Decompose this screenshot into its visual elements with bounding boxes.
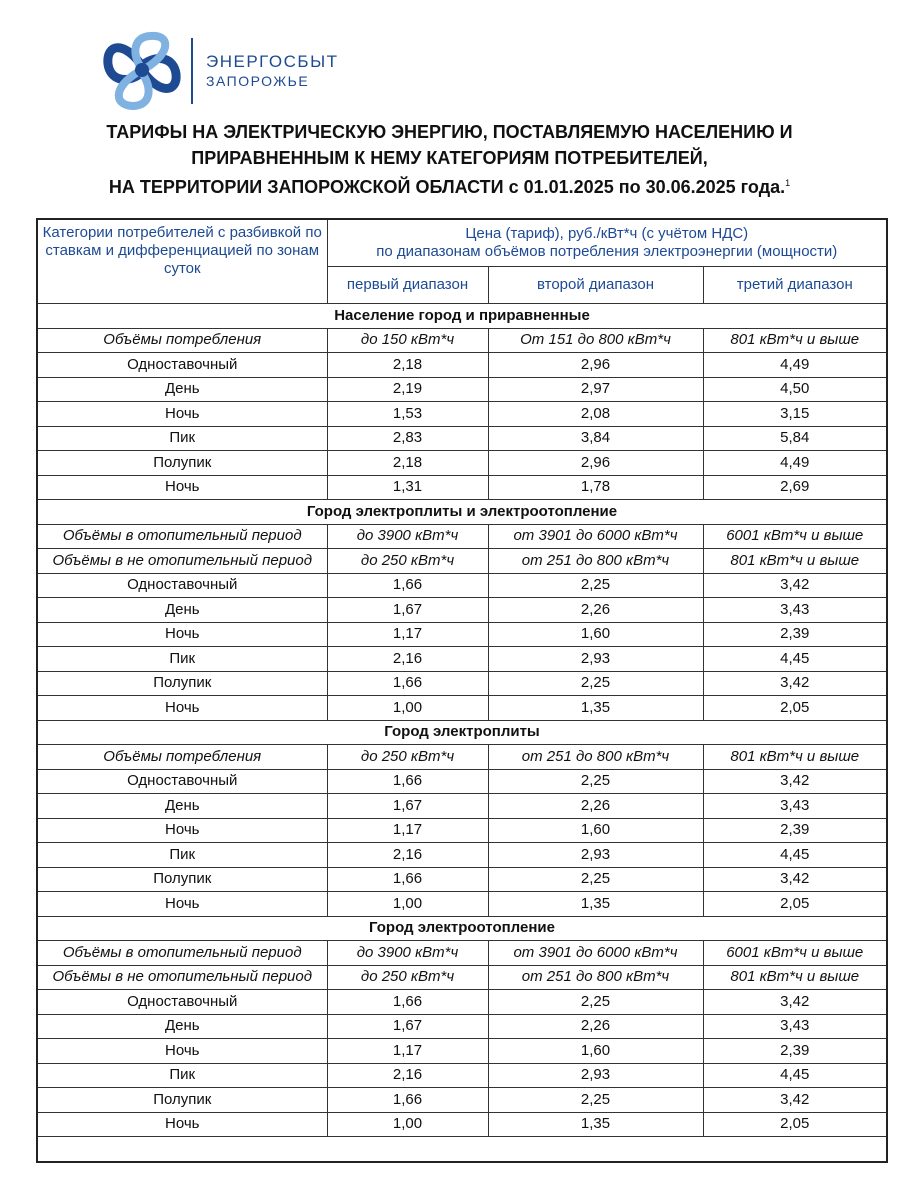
tariff-value-range-1: 1,00 [327,1112,488,1137]
volume-row [37,549,887,574]
tariff-value-range-3: 4,49 [703,353,887,378]
tariff-value-range-3: 2,69 [703,475,887,500]
tariff-value-range-3: 2,05 [703,696,887,721]
tariff-value-range-2: 2,96 [488,353,703,378]
rate-zone-label: Ночь [37,475,327,500]
tariff-value-range-3: 4,49 [703,451,887,476]
volume-row [37,524,887,549]
section-title: Город электроплиты и электроотопление [37,500,887,525]
tariff-value-range-2: 2,93 [488,843,703,868]
brand-logo [100,30,340,110]
rate-zone-label: Ночь [37,402,327,427]
header-price-line-2: по диапазонам объёмов потребления электроэнергии (мощности) [376,243,838,260]
rate-zone-label: Одноставочный [37,353,327,378]
tariff-value-range-2: 1,60 [488,622,703,647]
title-line-2: ПРИРАВНЕННЫМ К НЕМУ КАТЕГОРИЯМ ПОТРЕБИТЕЛЕЙ, [191,148,708,168]
tariff-value-range-2: 2,25 [488,573,703,598]
tariff-value-range-3: 3,42 [703,573,887,598]
tariff-value-range-1: 2,18 [327,451,488,476]
rate-zone-label: Полупик [37,671,327,696]
volume-range-1: до 250 кВт*ч [327,745,488,770]
tariff-value-range-2: 1,35 [488,892,703,917]
tariff-value-range-1: 1,00 [327,696,488,721]
tariff-value-range-2: 1,60 [488,818,703,843]
volume-range-2: от 3901 до 6000 кВт*ч [488,941,703,966]
tariff-row [37,647,887,672]
title-line-3 [0,177,902,198]
tariff-row [37,990,887,1015]
volume-range-1: до 3900 кВт*ч [327,524,488,549]
tariff-row [37,402,887,427]
volume-range-1: до 150 кВт*ч [327,328,488,353]
tariff-value-range-2: 1,60 [488,1039,703,1064]
rate-zone-label: Полупик [37,451,327,476]
tariff-value-range-1: 2,83 [327,426,488,451]
brand-region: ЗАПОРОЖЬЕ [206,73,310,89]
section-title-row [37,500,887,525]
tariff-value-range-1: 1,31 [327,475,488,500]
tariff-value-range-3: 4,45 [703,843,887,868]
energosbyt-logo-icon [100,30,184,112]
tariff-value-range-2: 2,08 [488,402,703,427]
rate-zone-label: Ночь [37,818,327,843]
volume-range-3: 801 кВт*ч и выше [703,549,887,574]
volume-range-2: от 251 до 800 кВт*ч [488,745,703,770]
tariff-row [37,426,887,451]
tariff-row [37,794,887,819]
section-title: Город электроотопление [37,916,887,941]
tariff-value-range-2: 3,84 [488,426,703,451]
tariff-value-range-3: 2,39 [703,1039,887,1064]
tariff-row [37,671,887,696]
tariff-value-range-3: 3,42 [703,867,887,892]
tariff-row [37,377,887,402]
tariff-value-range-2: 1,35 [488,1112,703,1137]
rate-zone-label: Пик [37,426,327,451]
tariff-value-range-2: 2,25 [488,990,703,1015]
rate-zone-label: Одноставочный [37,769,327,794]
header-row-1 [37,219,887,267]
tariff-value-range-1: 2,16 [327,647,488,672]
tariff-value-range-1: 1,17 [327,1039,488,1064]
tariff-value-range-1: 1,66 [327,671,488,696]
tariff-value-range-2: 2,25 [488,867,703,892]
tariff-value-range-1: 1,00 [327,892,488,917]
volume-range-1: до 250 кВт*ч [327,549,488,574]
tariff-row [37,696,887,721]
rate-zone-label: Полупик [37,867,327,892]
volume-range-3: 801 кВт*ч и выше [703,965,887,990]
volume-range-3: 801 кВт*ч и выше [703,745,887,770]
tariff-value-range-1: 1,53 [327,402,488,427]
tariff-table [36,218,888,1163]
rate-zone-label: День [37,1014,327,1039]
rate-zone-label: Пик [37,1063,327,1088]
volume-row [37,965,887,990]
tariff-value-range-1: 1,66 [327,990,488,1015]
blank-row [37,1137,887,1163]
title-line-3-text: НА ТЕРРИТОРИИ ЗАПОРОЖСКОЙ ОБЛАСТИ с 01.01.2025 по 30.06.2025 года. [108,177,786,197]
volume-label: Объёмы в не отопительный период [37,549,327,574]
tariff-row [37,1039,887,1064]
tariff-value-range-1: 2,16 [327,843,488,868]
tariff-value-range-3: 4,50 [703,377,887,402]
volume-row [37,941,887,966]
header-range-3: третий диапазон [703,267,887,304]
tariff-value-range-3: 2,39 [703,818,887,843]
section-title: Город электроплиты [37,720,887,745]
tariff-value-range-2: 2,25 [488,769,703,794]
rate-zone-label: Ночь [37,622,327,647]
volume-range-2: От 151 до 800 кВт*ч [488,328,703,353]
tariff-row [37,475,887,500]
rate-zone-label: Ночь [37,892,327,917]
tariff-value-range-1: 1,66 [327,1088,488,1113]
rate-zone-label: Ночь [37,696,327,721]
volume-label: Объёмы в отопительный период [37,941,327,966]
brand-name: ЭНЕРГОСБЫТ [206,52,339,71]
tariff-value-range-1: 2,19 [327,377,488,402]
tariff-value-range-1: 2,16 [327,1063,488,1088]
rate-zone-label: Ночь [37,1039,327,1064]
header-categories: Категории потребителей с разбивкой по ставкам и дифференциацией по зонам суток [37,219,327,304]
volume-range-2: от 3901 до 6000 кВт*ч [488,524,703,549]
tariff-value-range-2: 2,93 [488,647,703,672]
tariff-value-range-2: 1,35 [488,696,703,721]
rate-zone-label: День [37,794,327,819]
tariff-row [37,573,887,598]
volume-range-3: 6001 кВт*ч и выше [703,941,887,966]
tariff-row [37,818,887,843]
volume-label: Объёмы потребления [37,328,327,353]
tariff-value-range-1: 1,17 [327,818,488,843]
tariff-value-range-3: 3,42 [703,1088,887,1113]
section-title: Население город и приравненные [37,304,887,329]
tariff-row [37,451,887,476]
tariff-value-range-3: 3,42 [703,671,887,696]
tariff-value-range-3: 3,43 [703,794,887,819]
tariff-value-range-3: 3,42 [703,990,887,1015]
tariff-row [37,1112,887,1137]
tariff-value-range-1: 1,67 [327,598,488,623]
tariff-value-range-3: 4,45 [703,1063,887,1088]
tariff-row [37,867,887,892]
tariff-value-range-2: 1,78 [488,475,703,500]
volume-label: Объёмы потребления [37,745,327,770]
tariff-value-range-1: 1,66 [327,867,488,892]
volume-range-2: от 251 до 800 кВт*ч [488,965,703,990]
tariff-value-range-2: 2,96 [488,451,703,476]
header-range-2: второй диапазон [488,267,703,304]
volume-row [37,328,887,353]
rate-zone-label: Одноставочный [37,990,327,1015]
section-title-row [37,916,887,941]
header-range-1: первый диапазон [327,267,488,304]
tariff-value-range-1: 1,67 [327,794,488,819]
tariff-value-range-3: 3,43 [703,598,887,623]
tariff-value-range-2: 2,26 [488,1014,703,1039]
tariff-row [37,598,887,623]
tariff-value-range-3: 2,05 [703,1112,887,1137]
rate-zone-label: День [37,377,327,402]
volume-range-2: от 251 до 800 кВт*ч [488,549,703,574]
tariff-value-range-1: 1,66 [327,573,488,598]
section-title-row [37,304,887,329]
rate-zone-label: Ночь [37,1112,327,1137]
tariff-row [37,353,887,378]
tariff-value-range-1: 1,66 [327,769,488,794]
tariff-table-body [37,219,887,1162]
tariff-value-range-2: 2,26 [488,794,703,819]
tariff-row [37,892,887,917]
rate-zone-label: Пик [37,647,327,672]
tariff-row [37,769,887,794]
rate-zone-label: Пик [37,843,327,868]
tariff-row [37,1088,887,1113]
volume-range-3: 6001 кВт*ч и выше [703,524,887,549]
tariff-value-range-1: 1,67 [327,1014,488,1039]
tariff-row [37,1014,887,1039]
footnote-mark: 1 [785,178,791,188]
volume-range-1: до 250 кВт*ч [327,965,488,990]
volume-label: Объёмы в не отопительный период [37,965,327,990]
tariff-row [37,622,887,647]
tariff-row [37,1063,887,1088]
volume-range-3: 801 кВт*ч и выше [703,328,887,353]
tariff-value-range-3: 4,45 [703,647,887,672]
tariff-value-range-2: 2,93 [488,1063,703,1088]
rate-zone-label: День [37,598,327,623]
volume-range-1: до 3900 кВт*ч [327,941,488,966]
rate-zone-label: Одноставочный [37,573,327,598]
tariff-value-range-2: 2,97 [488,377,703,402]
header-price [327,219,887,267]
tariff-value-range-3: 5,84 [703,426,887,451]
tariff-value-range-3: 3,43 [703,1014,887,1039]
tariff-value-range-2: 2,25 [488,671,703,696]
tariff-row [37,843,887,868]
tariff-value-range-2: 2,26 [488,598,703,623]
volume-row [37,745,887,770]
tariff-value-range-1: 1,17 [327,622,488,647]
tariff-value-range-3: 3,42 [703,769,887,794]
header-price-line-1: Цена (тариф), руб./кВт*ч (с учётом НДС) [465,225,749,242]
section-title-row [37,720,887,745]
tariff-value-range-1: 2,18 [327,353,488,378]
tariff-value-range-3: 2,39 [703,622,887,647]
rate-zone-label: Полупик [37,1088,327,1113]
tariff-value-range-3: 2,05 [703,892,887,917]
tariff-value-range-3: 3,15 [703,402,887,427]
volume-label: Объёмы в отопительный период [37,524,327,549]
logo-divider [191,38,193,104]
title-line-1: ТАРИФЫ НА ЭЛЕКТРИЧЕСКУЮ ЭНЕРГИЮ, ПОСТАВЛЯЕМУЮ НАСЕЛЕНИЮ И [106,122,793,142]
blank-cell [37,1137,887,1163]
tariff-value-range-2: 2,25 [488,1088,703,1113]
